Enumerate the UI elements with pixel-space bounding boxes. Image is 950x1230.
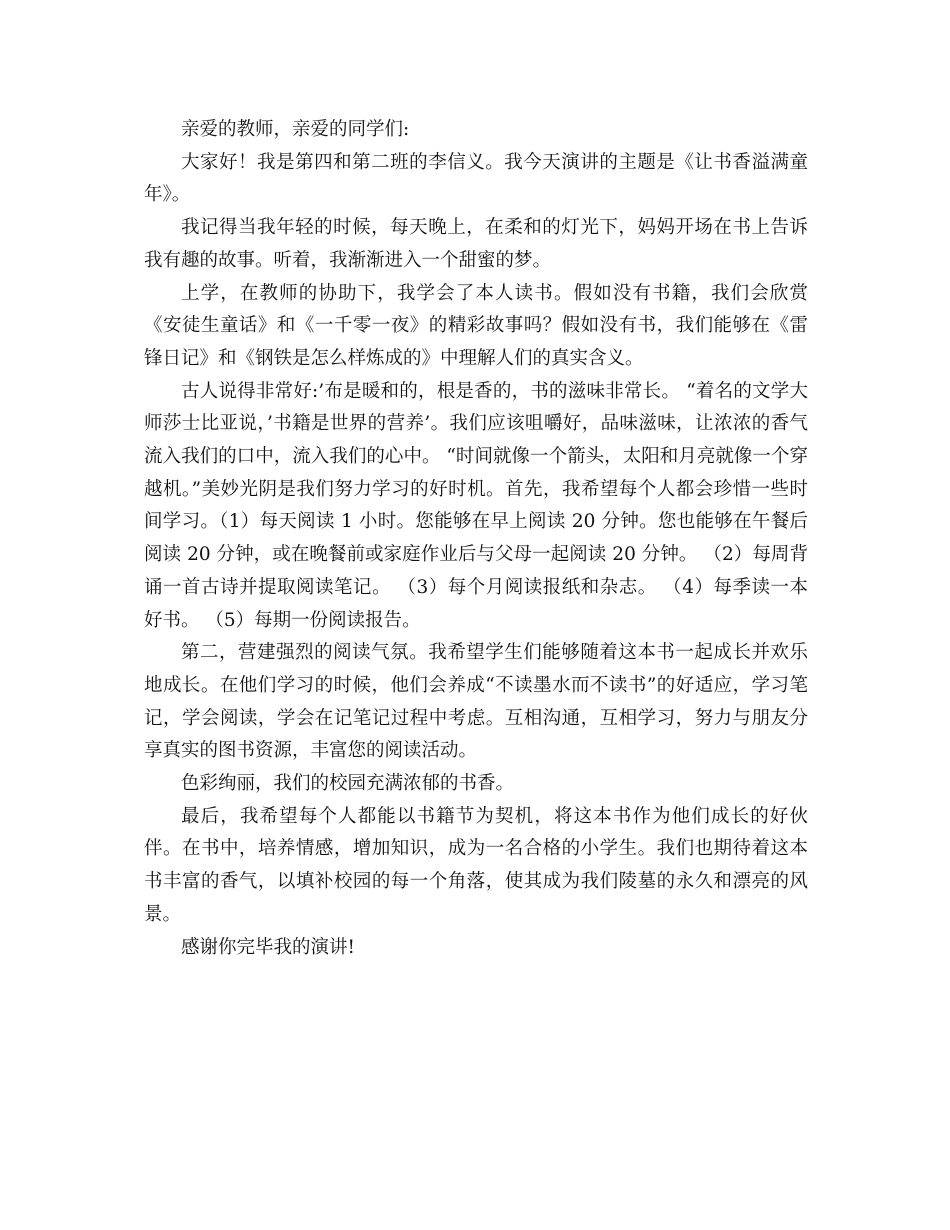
- childhood-memory-paragraph: 我记得当我年轻的时候，每天晚上，在柔和的灯光下，妈妈开场在书上告诉我有趣的故事。听着，我渐渐进入一个甜蜜的梦。: [144, 217, 808, 271]
- thanks-paragraph: 感谢你完毕我的演讲!: [181, 936, 355, 958]
- school-reading-paragraph: 上学，在教师的协助下，我学会了本人读书。假如没有书籍，我们会欣赏《安徒生童话》和《一千零一夜》的精彩故事吗？假如没有书，我们能够在《雷锋日记》和《钢铁是怎么样炼成的》中理解人们的真实含义。: [144, 282, 808, 369]
- reading-atmosphere-paragraph: 第二，营建强烈的阅读气氛。我希望学生们能够随着这本书一起成长并欢乐地成长。在他们学习的时候，他们会养成“不读墨水而不读书”的好适应，学习笔记，学会阅读，学会在记笔记过程中考虑。互相沟通，互相学习，努力与朋友分享真实的图书资源，丰富您的阅读活动。: [144, 642, 808, 762]
- speech-body: [144, 114, 808, 964]
- reading-plan-paragraph: 古人说得非常好:’布是暖和的，根是香的，书的滋味非常长。 “着名的文学大师莎士比亚说，’书籍是世界的营养’。我们应该咀嚼好，品味滋味，让浓浓的香气流入我们的口中，流入我们的心中。 “时间就像一个箭头，太阳和月亮就像一个穿越机。”美妙光阴是我们努力学习的好时机。首先，我希望每个人都会珍惜一些时间学习。（1）每天阅读 1 小时。您能够在早上阅读 20 分钟。您也能够在午餐后阅读 20 分钟，或在晚餐前或家庭作业后与父母一起阅读 20 分钟。 （2）每周背诵一首古诗并提取阅读笔记。 （3）每个月阅读报纸和杂志。 （4）每季读一本好书。 （5）每期一份阅读报告。: [144, 380, 808, 631]
- salutation-paragraph: 亲爱的教师，亲爱的同学们:: [181, 119, 410, 140]
- campus-paragraph: 色彩绚丽，我们的校园充满浓郁的书香。: [181, 773, 515, 795]
- greeting-paragraph: 大家好！我是第四和第二班的李信义。我今天演讲的主题是《让书香溢满童年》。: [144, 151, 808, 206]
- closing-paragraph: 最后，我希望每个人都能以书籍节为契机，将这本书作为他们成长的好伙伴。在书中，培养情感，增加知识，成为一名合格的小学生。我们也期待着这本书丰富的香气，以填补校园的每一个角落，使其成为我们陵墓的永久和漂亮的风景。: [144, 805, 808, 925]
